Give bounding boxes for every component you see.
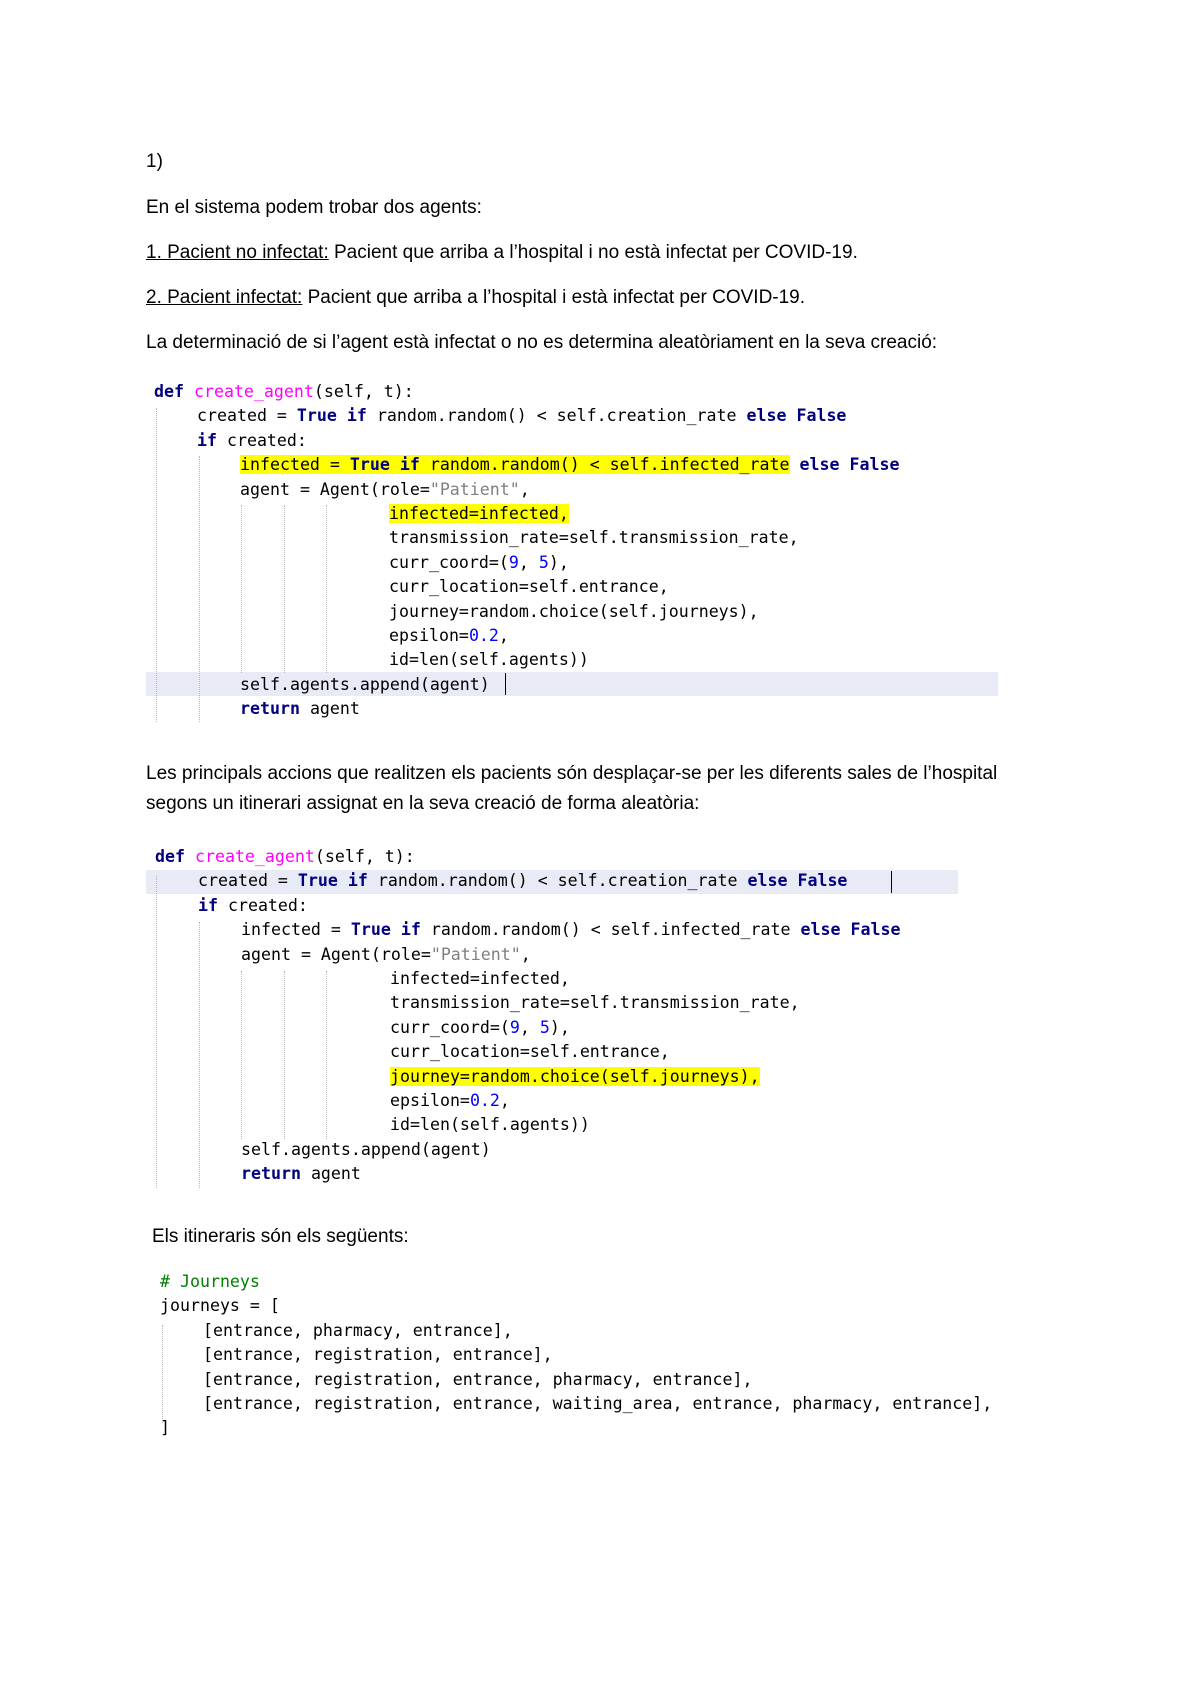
code-line <box>160 1294 280 1318</box>
code-text: random.random() < self.infected_rate <box>430 920 791 940</box>
code-block-journeys-list <box>160 1270 1120 1440</box>
determination-text: La determinació de si l’agent està infectat o no es determina aleatòriament en la seva creació: <box>146 332 938 353</box>
code-text: id=len(self.agents)) <box>389 650 589 670</box>
code-line <box>155 845 415 869</box>
code-line <box>240 697 360 721</box>
code-line <box>390 1089 510 1113</box>
code-text: , <box>519 1017 540 1037</box>
code-block-create-agent <box>154 380 1054 720</box>
code-keyword: False <box>797 871 848 891</box>
code-keyword: True <box>296 406 337 426</box>
code-text: curr_location=self.entrance, <box>389 577 669 597</box>
code-line <box>390 1016 570 1040</box>
code-keyword: False <box>850 920 901 940</box>
code-text: agent <box>299 699 360 719</box>
code-function-name: create_agent <box>194 847 315 866</box>
code-text: random.random() < self.creation_rate <box>367 871 748 891</box>
code-number: 0.2 <box>468 626 499 645</box>
code-line <box>197 429 307 453</box>
code-number: 5 <box>538 552 549 572</box>
code-string: "Patient" <box>430 944 521 964</box>
code-line <box>389 502 569 526</box>
code-line <box>197 404 846 428</box>
code-keyword: False <box>849 455 900 475</box>
journey-row: [entrance, registration, entrance], <box>203 1345 553 1365</box>
code-line <box>198 869 847 893</box>
code-text: created = <box>198 871 298 891</box>
code-line <box>160 1270 260 1294</box>
code-text: random.random() < self.creation_rate <box>366 406 747 426</box>
code-keyword: if <box>346 406 367 426</box>
agent-text-2: Pacient que arriba a l’hospital i està infectat per COVID-19. <box>302 287 806 308</box>
code-text: infected=infected, <box>390 969 570 988</box>
code-comment: # Journeys <box>160 1272 260 1291</box>
code-text: id=len(self.agents)) <box>390 1115 590 1135</box>
code-keyword: if <box>399 455 420 475</box>
agent-label-2: 2. Pacient infectat: <box>146 287 303 308</box>
code-text: , <box>498 626 509 645</box>
code-text: self.agents.append(agent) <box>241 1139 491 1159</box>
code-text: , <box>520 944 531 964</box>
code-line <box>240 673 490 697</box>
code-text: , <box>499 1091 510 1110</box>
code-line <box>389 526 799 550</box>
code-keyword: return <box>240 699 300 719</box>
journey-row: [entrance, registration, entrance, pharmacy, entrance], <box>203 1369 753 1389</box>
code-line <box>389 575 669 599</box>
code-text: created: <box>216 430 307 450</box>
code-line <box>240 453 899 477</box>
code-text: agent = Agent(role= <box>240 479 430 499</box>
intro-text: En el sistema podem trobar dos agents: <box>146 197 482 218</box>
highlighted-code <box>240 455 790 474</box>
code-line <box>390 1065 760 1089</box>
code-line <box>203 1343 553 1367</box>
code-keyword: True <box>297 871 338 891</box>
code-text: (self, t): <box>313 382 414 401</box>
code-text: curr_coord=( <box>390 1017 510 1037</box>
code-string: "Patient" <box>429 479 520 499</box>
code-text: transmission_rate=self.transmission_rate, <box>389 528 799 548</box>
code-line <box>160 1416 170 1440</box>
code-line <box>198 894 308 918</box>
code-line <box>241 943 531 967</box>
code-text: ), <box>549 1017 570 1037</box>
code-line <box>154 380 414 404</box>
code-line <box>390 1040 670 1064</box>
code-text: curr_location=self.entrance, <box>390 1042 670 1062</box>
code-text: curr_coord=( <box>389 552 509 572</box>
actions-text-line-1: Les principals accions que realitzen els pacients són desplaçar-se per les diferents sales de l’hospital <box>146 763 998 784</box>
code-keyword: else <box>799 455 840 475</box>
code-text: created: <box>217 895 308 915</box>
code-text: created = <box>197 406 297 426</box>
code-line <box>241 1138 491 1162</box>
section-number: 1) <box>146 151 163 172</box>
code-keyword: return <box>241 1164 301 1184</box>
code-line <box>203 1319 513 1343</box>
code-text: ), <box>548 552 569 572</box>
code-text: journey=random.choice(self.journeys), <box>389 601 759 621</box>
code-text: agent <box>300 1164 361 1184</box>
code-line <box>241 918 900 942</box>
code-keyword: if <box>347 871 368 891</box>
code-line <box>390 1113 590 1137</box>
journey-row: [entrance, pharmacy, entrance], <box>203 1320 513 1340</box>
code-text: transmission_rate=self.transmission_rate, <box>390 993 800 1013</box>
actions-text-line-2: segons un itinerari assignat en la seva creació de forma aleatòria: <box>146 793 700 814</box>
journey-row: [entrance, registration, entrance, waiting_area, entrance, pharmacy, entrance], <box>203 1394 993 1413</box>
code-text: random.random() < self.infected_rate <box>429 455 790 475</box>
code-keyword: False <box>796 406 847 426</box>
code-keyword: True <box>350 920 391 940</box>
code-keyword: if <box>198 895 218 915</box>
code-line <box>203 1392 992 1416</box>
code-line <box>389 600 759 624</box>
code-number: 9 <box>509 1017 520 1037</box>
code-text: epsilon= <box>390 1091 470 1110</box>
code-text: infected = <box>241 920 351 940</box>
itineraries-intro: Els itineraris són els següents: <box>152 1226 409 1247</box>
code-keyword: if <box>197 430 217 450</box>
highlighted-code: infected=infected, <box>389 504 569 523</box>
code-line <box>390 991 800 1015</box>
code-text: , <box>518 552 539 572</box>
code-text: , <box>519 479 530 499</box>
code-text: (self, t): <box>314 847 415 866</box>
agent-label-1: 1. Pacient no infectat: <box>146 242 329 263</box>
text-cursor <box>891 871 892 893</box>
code-function-name: create_agent <box>193 382 314 401</box>
code-keyword: else <box>747 871 788 891</box>
code-number: 9 <box>508 552 519 572</box>
code-block-journey <box>155 845 1055 1185</box>
text-cursor <box>505 673 506 695</box>
code-keyword: True <box>349 455 390 475</box>
code-line <box>241 1162 361 1186</box>
agent-text-1: Pacient que arriba a l’hospital i no està infectat per COVID-19. <box>328 242 858 263</box>
code-text: epsilon= <box>389 626 469 645</box>
agent-definition-1 <box>146 241 858 265</box>
code-line <box>203 1368 752 1392</box>
code-text: agent = Agent(role= <box>241 944 431 964</box>
code-keyword: if <box>400 920 421 940</box>
code-text: ] <box>160 1418 170 1438</box>
code-text: journeys = [ <box>160 1296 280 1316</box>
code-number: 0.2 <box>469 1091 500 1110</box>
code-keyword: def <box>154 382 184 401</box>
agent-definition-2 <box>146 286 805 310</box>
code-keyword: else <box>800 920 841 940</box>
code-line <box>389 551 569 575</box>
code-line <box>389 624 509 648</box>
code-keyword: def <box>155 847 185 866</box>
highlighted-code: journey=random.choice(self.journeys), <box>390 1066 760 1086</box>
code-keyword: else <box>746 406 787 426</box>
code-line <box>389 648 589 672</box>
code-number: 5 <box>539 1017 550 1037</box>
code-line <box>240 478 530 502</box>
code-text: self.agents.append(agent) <box>240 674 490 694</box>
code-line <box>390 967 570 991</box>
code-text: infected = <box>240 455 350 475</box>
